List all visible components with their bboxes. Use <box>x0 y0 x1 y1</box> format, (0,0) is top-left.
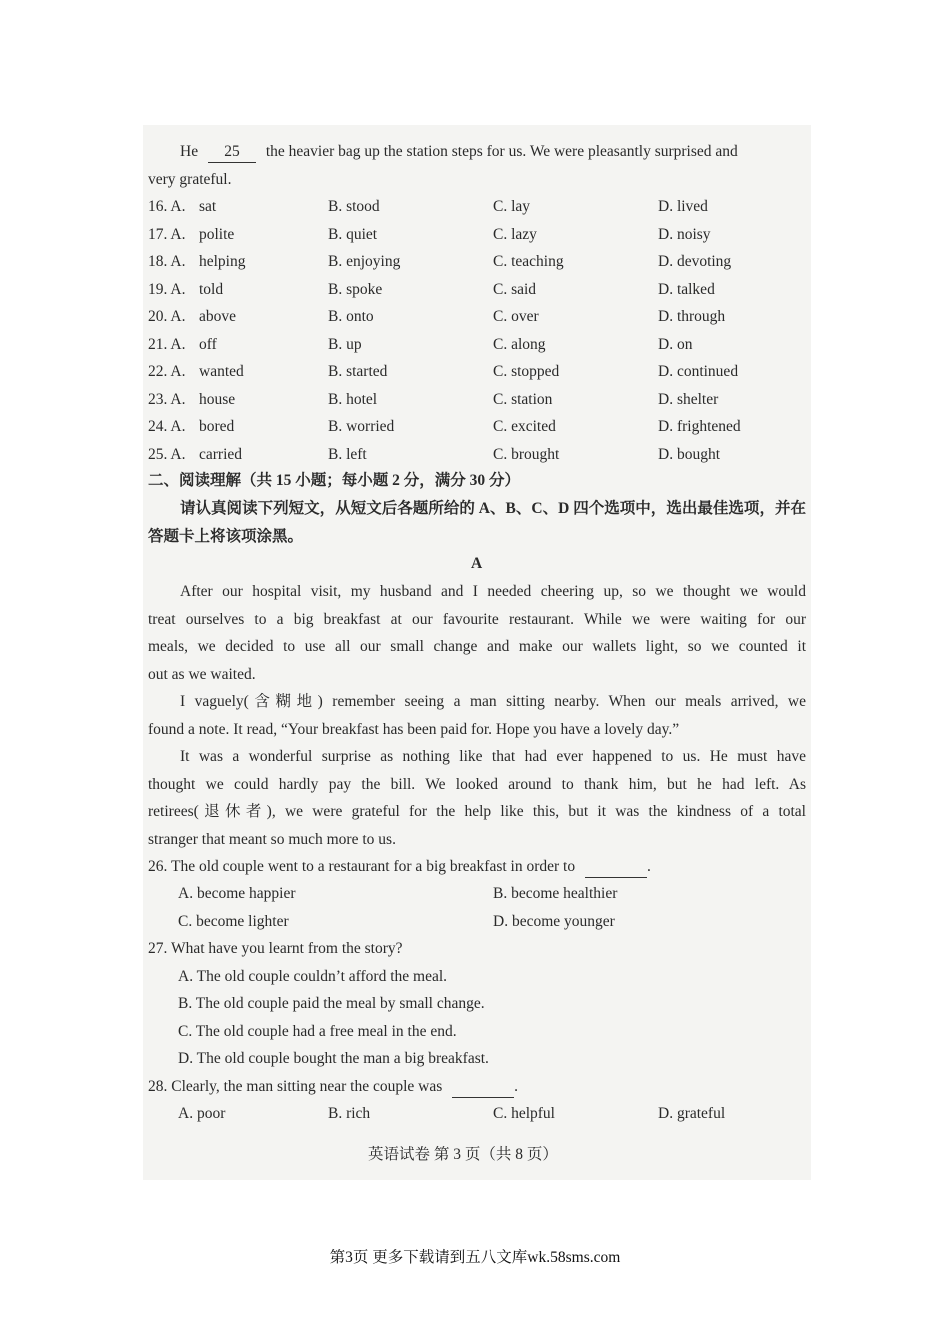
option-c: C. station <box>493 390 553 408</box>
option-number: 24. A. <box>148 418 186 435</box>
option-number: 20. A. <box>148 308 186 325</box>
option-b: B. worried <box>328 418 395 435</box>
option-27-d: D. The old couple bought the man a big breakfast. <box>178 1050 489 1067</box>
option-b: B. quiet <box>328 225 378 243</box>
option-d: D. through <box>658 308 726 325</box>
option-28-c: C. helpful <box>493 1105 555 1122</box>
option-d: D. talked <box>658 280 715 298</box>
option-a: off <box>199 335 217 353</box>
option-number: 17. A. <box>148 225 186 243</box>
passage-line: I vaguely(含糊地) remember seeing a man sitting nearby. When our meals arrived, we <box>180 693 806 710</box>
option-number: 25. A. <box>148 445 186 463</box>
option-c: C. along <box>493 335 546 353</box>
option-c: C. lazy <box>493 225 537 243</box>
option-b: B. onto <box>328 308 374 325</box>
option-b: B. left <box>328 445 367 463</box>
option-d: D. frightened <box>658 418 741 435</box>
passage-line: treat ourselves to a big breakfast at our favourite restaurant. While we were waiting for our <box>148 611 806 628</box>
option-c: C. said <box>493 280 537 298</box>
answer-blank-28 <box>452 1077 514 1098</box>
option-d: D. on <box>658 335 693 353</box>
option-b: B. spoke <box>328 280 383 298</box>
option-26-b: B. become healthier <box>493 885 618 902</box>
passage-line: retirees(退休者), we were grateful for the help like this, but it was the kindness of a total <box>148 803 806 820</box>
passage-line: After our hospital visit, my husband and I needed cheering up, so we thought we would <box>180 583 806 600</box>
option-b: B. stood <box>328 198 380 215</box>
option-d: D. shelter <box>658 390 719 408</box>
option-d: D. devoting <box>658 253 732 270</box>
section-heading: 二、阅读理解（共 15 小题；每小题 2 分，满分 30 分） <box>148 472 521 489</box>
option-a: sat <box>199 198 217 215</box>
option-number: 23. A. <box>148 390 186 408</box>
option-a: polite <box>199 225 235 243</box>
option-27-a: A. The old couple couldn’t afford the meal. <box>178 968 448 985</box>
option-28-a: A. poor <box>178 1105 226 1122</box>
option-a: wanted <box>199 363 244 380</box>
option-d: D. noisy <box>658 225 711 243</box>
option-26-d: D. become younger <box>493 913 615 930</box>
option-c: C. lay <box>493 198 531 215</box>
option-b: B. started <box>328 363 388 380</box>
option-c: C. teaching <box>493 253 564 270</box>
option-number: 21. A. <box>148 335 186 353</box>
passage-line: out as we waited. <box>148 666 256 683</box>
passage-line: meals, we decided to use all our small change and make our wallets light, so we counted it <box>148 638 806 655</box>
option-b: B. up <box>328 335 362 353</box>
option-26-a: A. become happier <box>178 885 296 902</box>
passage-line: It was a wonderful surprise as nothing like that had ever happened to us. He must have <box>180 748 806 765</box>
option-27-c: C. The old couple had a free meal in the end. <box>178 1023 457 1040</box>
option-27-b: B. The old couple paid the meal by small change. <box>178 995 485 1012</box>
answer-blank-26 <box>585 857 647 878</box>
option-a: carried <box>199 445 243 463</box>
option-a: told <box>199 280 224 298</box>
option-28-b: B. rich <box>328 1105 371 1122</box>
passage-line: found a note. It read, “Your breakfast has been paid for. Hope you have a lovely day.” <box>148 721 680 738</box>
answer-blank-25: 25 <box>208 142 256 163</box>
intro-text-start: He <box>180 143 199 160</box>
option-b: B. hotel <box>328 390 378 408</box>
option-c: C. over <box>493 308 539 325</box>
passage-line: thought we could hardly pay the bill. We looked around to thank him, but he had left. As <box>148 776 806 793</box>
question-26: 26. The old couple went to a restaurant for a big breakfast in order to . <box>148 857 651 878</box>
intro-text-end: the heavier bag up the station steps for us. We were pleasantly surprised and <box>265 143 738 160</box>
option-a: bored <box>199 418 235 435</box>
option-c: C. stopped <box>493 363 560 380</box>
question-27-stem: 27. What have you learnt from the story? <box>148 940 403 957</box>
option-number: 18. A. <box>148 253 186 270</box>
option-b: B. enjoying <box>328 253 401 270</box>
option-number: 16. A. <box>148 198 186 215</box>
intro-line-1 <box>180 142 738 163</box>
option-number: 19. A. <box>148 280 186 298</box>
option-a: house <box>199 390 236 408</box>
intro-line-2: very grateful. <box>148 171 232 188</box>
option-c: C. brought <box>493 445 560 463</box>
option-26-c: C. become lighter <box>178 913 289 930</box>
option-a: above <box>199 308 237 325</box>
question-26-stem: 26. The old couple went to a restaurant for a big breakfast in order to <box>148 858 576 875</box>
option-a: helping <box>199 253 246 270</box>
passage-line: stranger that meant so much more to us. <box>148 831 396 848</box>
option-d: D. continued <box>658 363 739 380</box>
option-c: C. excited <box>493 418 556 435</box>
option-number: 22. A. <box>148 363 186 380</box>
option-d: D. bought <box>658 445 720 463</box>
option-d: D. lived <box>658 198 708 215</box>
instruction-line-2: 答题卡上将该项涂黑。 <box>148 528 304 545</box>
question-28-stem: 28. Clearly, the man sitting near the couple was <box>148 1078 443 1095</box>
question-28: 28. Clearly, the man sitting near the couple was . <box>148 1077 518 1098</box>
page-footer: 英语试卷 第 3 页（共 8 页） <box>368 1146 558 1163</box>
passage-label: A <box>471 555 483 572</box>
instruction-line-1: 请认真阅读下列短文，从短文后各题所给的 A、B、C、D 四个选项中，选出最佳选项，并在 <box>180 500 806 517</box>
option-28-d: D. grateful <box>658 1105 726 1122</box>
download-note: 第3页 更多下载请到五八文库wk.58sms.com <box>329 1249 621 1266</box>
